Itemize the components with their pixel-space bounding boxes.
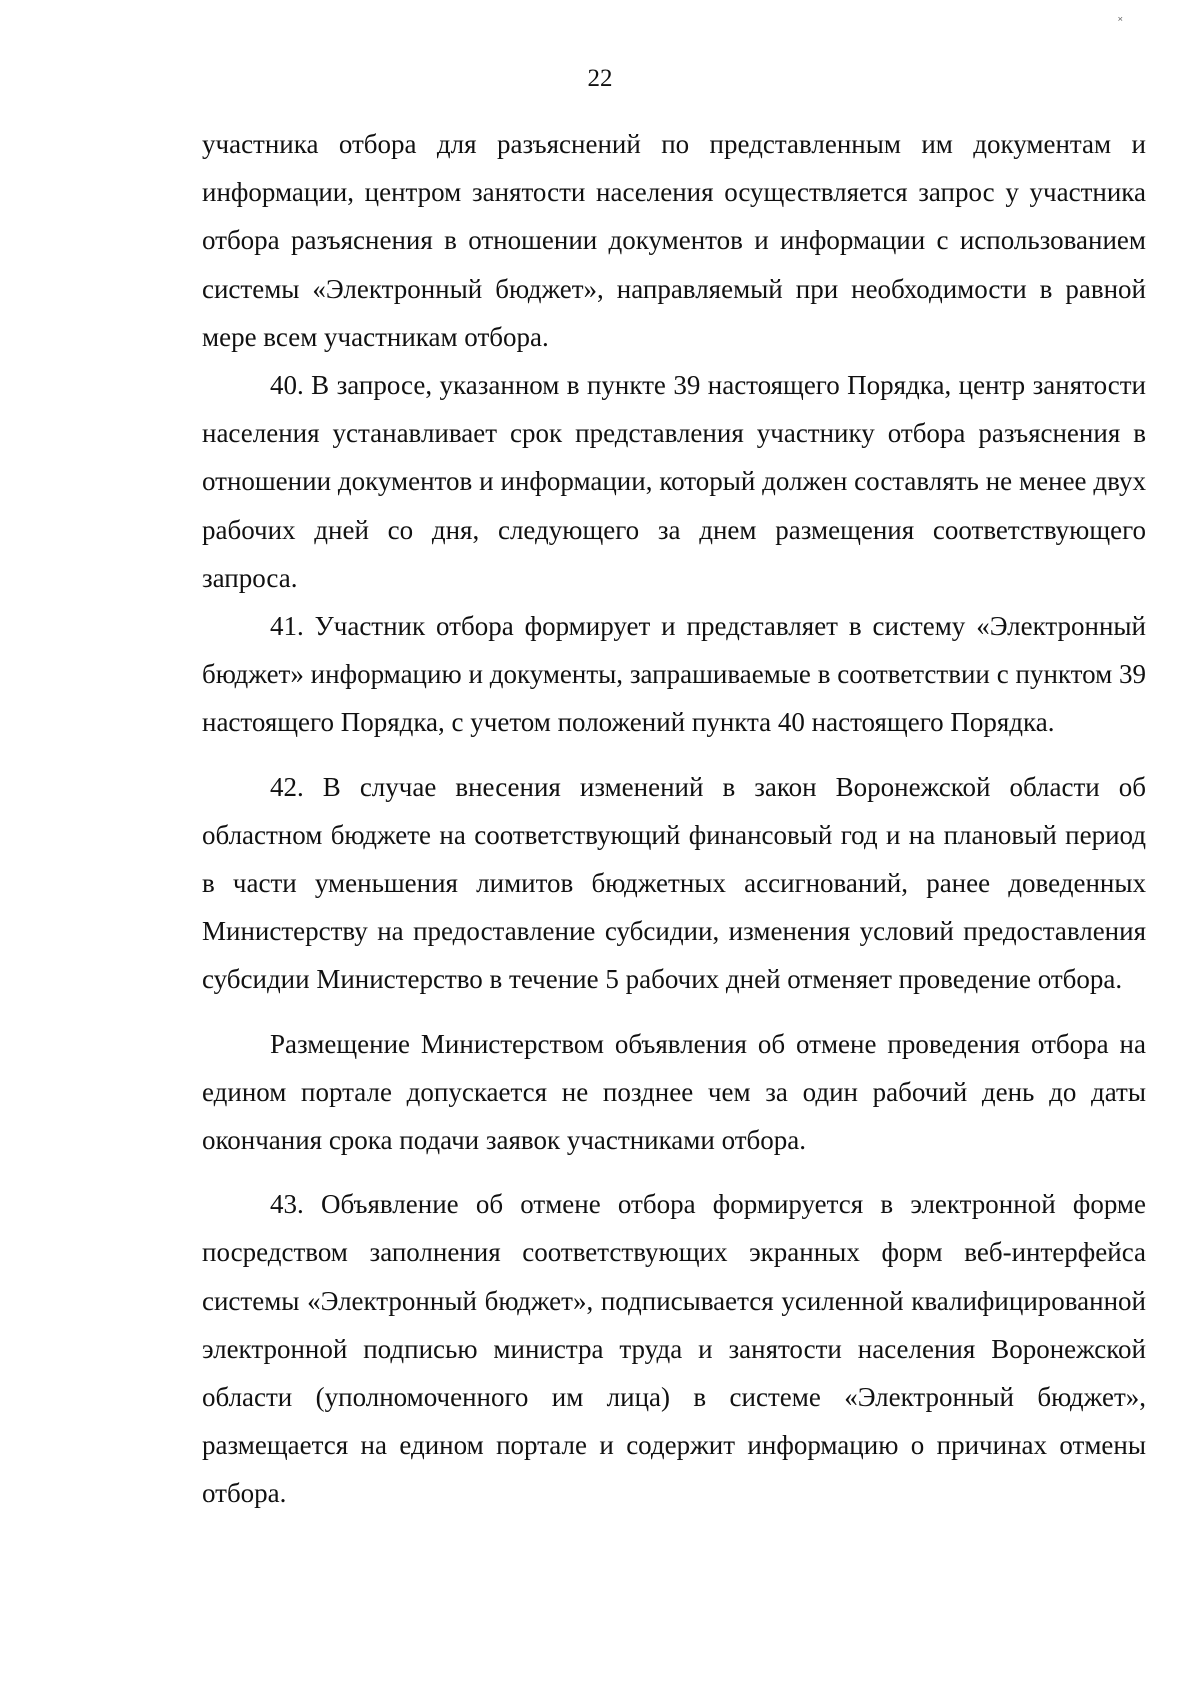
paragraph-42-cancellation-notice: Размещение Министерством объявления об отмене проведения отбора на едином портале допускается не позднее чем за один рабочий день до даты окончания срока подачи заявок участниками отбора. (202, 1028, 1146, 1156)
paragraph-43: 43. Объявление об отмене отбора формируется в электронной форме посредством заполнения соответствующих экранных форм веб-интерфейса системы «Электронный бюджет», подписывается усиленной квалифицированной электронной подписью министра труда и занятости населения Воронежской области (уполномоченного им лица) в системе «Электронный бюджет», размещается на едином портале и содержит информацию о причинах отмены отбора. (202, 1189, 1146, 1509)
paragraph-40: 40. В запросе, указанном в пункте 39 настоящего Порядка, центр занятости населения устанавливает срок представления участнику отбора разъяснения в отношении документов и информации, который должен составлять не менее двух рабочих дней со дня, следующего за днем размещения соответствующего запроса. (202, 370, 1146, 593)
page-number: 22 (587, 65, 613, 92)
scan-speck-icon: ˟ (1118, 14, 1123, 28)
paragraph-continuation: участника отбора для разъяснений по представленным им документам и информации, центром занятости населения осуществляется запрос у участника отбора разъяснения в отношении документов и информации с использованием системы «Электронный бюджет», направляемый при необходимости в равной мере всем участникам отбора. (202, 129, 1146, 352)
paragraph-42: 42. В случае внесения изменений в закон Воронежской области об областном бюджете на соответствующий финансовый год и на плановый период в части уменьшения лимитов бюджетных ассигнований, ранее доведенных Министерству на предоставление субсидии, изменения условий предоставления субсидии Министерство в течение 5 рабочих дней отменяет проведение отбора. (202, 771, 1146, 995)
paragraph-41: 41. Участник отбора формирует и представляет в систему «Электронный бюджет» информацию и документы, запрашиваемые в соответствии с пунктом 39 настоящего Порядка, с учетом положений пункта 40 настоящего Порядка. (202, 611, 1146, 738)
document-body (202, 120, 1146, 1518)
